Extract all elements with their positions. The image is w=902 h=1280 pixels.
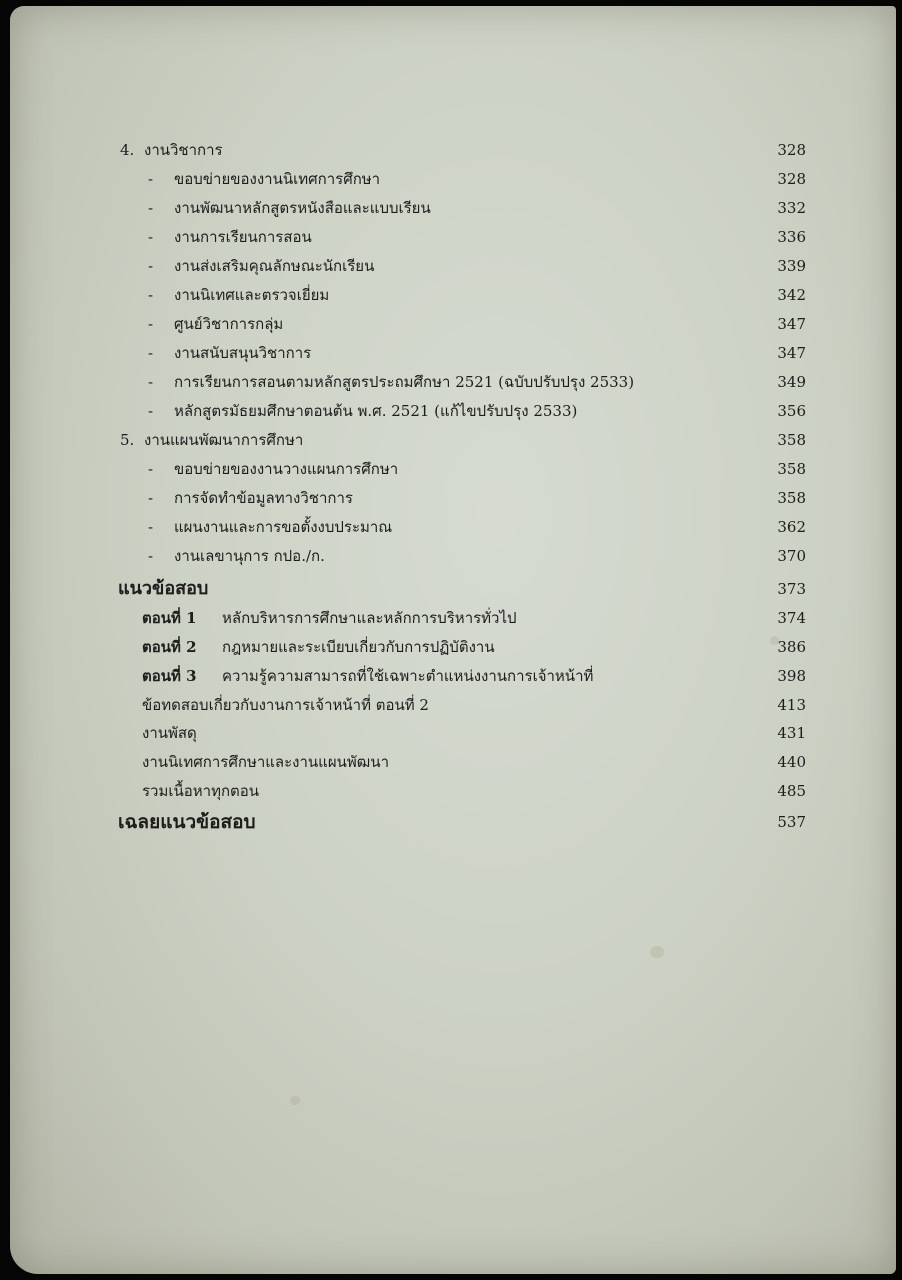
list-dash: - [148, 489, 154, 507]
toc-item-title: รวมเนื้อหาทุกตอน [142, 782, 260, 800]
toc-item [10, 165, 896, 193]
document-page [10, 6, 896, 1274]
page-number: 328 [777, 170, 806, 188]
part-title: หลักบริหารการศึกษาและหลักการบริหารทั่วไป [222, 609, 517, 627]
toc-item-title: งานนิเทศการศึกษาและงานแผนพัฒนา [142, 753, 390, 771]
page-number: 332 [777, 199, 806, 217]
toc-item [10, 719, 896, 747]
page-number: 386 [777, 638, 806, 656]
page-number: 431 [777, 724, 806, 742]
list-dash: - [148, 344, 154, 362]
toc-item [10, 513, 896, 541]
list-dash: - [148, 315, 154, 333]
page-number: 328 [777, 141, 806, 159]
toc-item [10, 542, 896, 570]
list-dash: - [148, 518, 154, 536]
list-dash: - [148, 547, 154, 565]
list-dash: - [148, 286, 154, 304]
toc-item [10, 777, 896, 805]
section-title: งานแผนพัฒนาการศึกษา [144, 431, 304, 449]
page-number: 537 [777, 813, 806, 831]
toc-item-title: ข้อทดสอบเกี่ยวกับงานการเจ้าหน้าที่ ตอนที่ 2 [142, 696, 429, 714]
toc-item-title: ศูนย์วิชาการกลุ่ม [174, 315, 284, 333]
toc-section-5 [10, 426, 896, 454]
page-number: 374 [777, 609, 806, 627]
toc-item [10, 252, 896, 280]
toc-item [10, 455, 896, 483]
toc-item-title: งานส่งเสริมคุณลักษณะนักเรียน [174, 257, 375, 275]
toc-item [10, 748, 896, 776]
page-number: 342 [777, 286, 806, 304]
list-dash: - [148, 228, 154, 246]
heading-title: เฉลยแนวข้อสอบ [118, 811, 256, 833]
toc-item [10, 368, 896, 396]
page-number: 347 [777, 344, 806, 362]
toc-part [10, 604, 896, 632]
page-number: 358 [777, 489, 806, 507]
toc-item [10, 194, 896, 222]
page-number: 358 [777, 460, 806, 478]
page-number: 358 [777, 431, 806, 449]
part-title: ความรู้ความสามารถที่ใช้เฉพาะตำแหน่งงานการเจ้าหน้าที่ [222, 667, 594, 685]
page-number: 339 [777, 257, 806, 275]
section-title: งานวิชาการ [144, 141, 223, 159]
part-title: กฎหมายและระเบียบเกี่ยวกับการปฏิบัติงาน [222, 638, 495, 656]
part-label: ตอนที่ 1 [142, 609, 197, 627]
list-dash: - [148, 199, 154, 217]
toc-item-title: งานพัสดุ [142, 724, 197, 742]
part-label: ตอนที่ 2 [142, 638, 197, 656]
toc-item [10, 223, 896, 251]
toc-item-title: งานการเรียนการสอน [174, 228, 312, 246]
page-number: 356 [777, 402, 806, 420]
list-dash: - [148, 460, 154, 478]
toc-item-title: ขอบข่ายของงานวางแผนการศึกษา [174, 460, 399, 478]
toc-item-title: งานนิเทศและตรวจเยี่ยม [174, 286, 330, 304]
toc-item-title: การจัดทำข้อมูลทางวิชาการ [174, 489, 353, 507]
section-number: 4. [120, 141, 135, 159]
page-number: 373 [777, 580, 806, 598]
toc-part [10, 633, 896, 661]
page-number: 336 [777, 228, 806, 246]
page-number: 370 [777, 547, 806, 565]
toc-item-title: งานสนับสนุนวิชาการ [174, 344, 312, 362]
toc-item [10, 484, 896, 512]
toc-item-title: ขอบข่ายของงานนิเทศการศึกษา [174, 170, 381, 188]
toc-heading-answer-key [10, 808, 896, 836]
toc-item-title: งานพัฒนาหลักสูตรหนังสือและแบบเรียน [174, 199, 431, 217]
page-number: 440 [777, 753, 806, 771]
section-number: 5. [120, 431, 135, 449]
toc-heading-exam-guide [10, 575, 896, 603]
list-dash: - [148, 170, 154, 188]
page-number: 398 [777, 667, 806, 685]
list-dash: - [148, 257, 154, 275]
heading-title: แนวข้อสอบ [118, 578, 209, 599]
toc-item-title: แผนงานและการขอตั้งงบประมาณ [174, 518, 393, 536]
page-number: 413 [777, 696, 806, 714]
toc-item-title: งานเลขานุการ กปอ./ก. [174, 547, 325, 565]
list-dash: - [148, 402, 154, 420]
toc-item [10, 397, 896, 425]
table-of-contents [10, 6, 896, 1274]
list-dash: - [148, 373, 154, 391]
page-number: 349 [777, 373, 806, 391]
page-number: 347 [777, 315, 806, 333]
toc-item [10, 281, 896, 309]
toc-item-title: การเรียนการสอนตามหลักสูตรประถมศึกษา 2521 (ฉบับปรับปรุง 2533) [174, 373, 635, 391]
toc-section-4 [10, 136, 896, 164]
toc-item [10, 691, 896, 719]
toc-item [10, 339, 896, 367]
part-label: ตอนที่ 3 [142, 667, 197, 685]
toc-item-title: หลักสูตรมัธยมศึกษาตอนต้น พ.ศ. 2521 (แก้ไขปรับปรุง 2533) [174, 402, 578, 420]
toc-part [10, 662, 896, 690]
page-number: 362 [777, 518, 806, 536]
toc-item [10, 310, 896, 338]
page-number: 485 [777, 782, 806, 800]
